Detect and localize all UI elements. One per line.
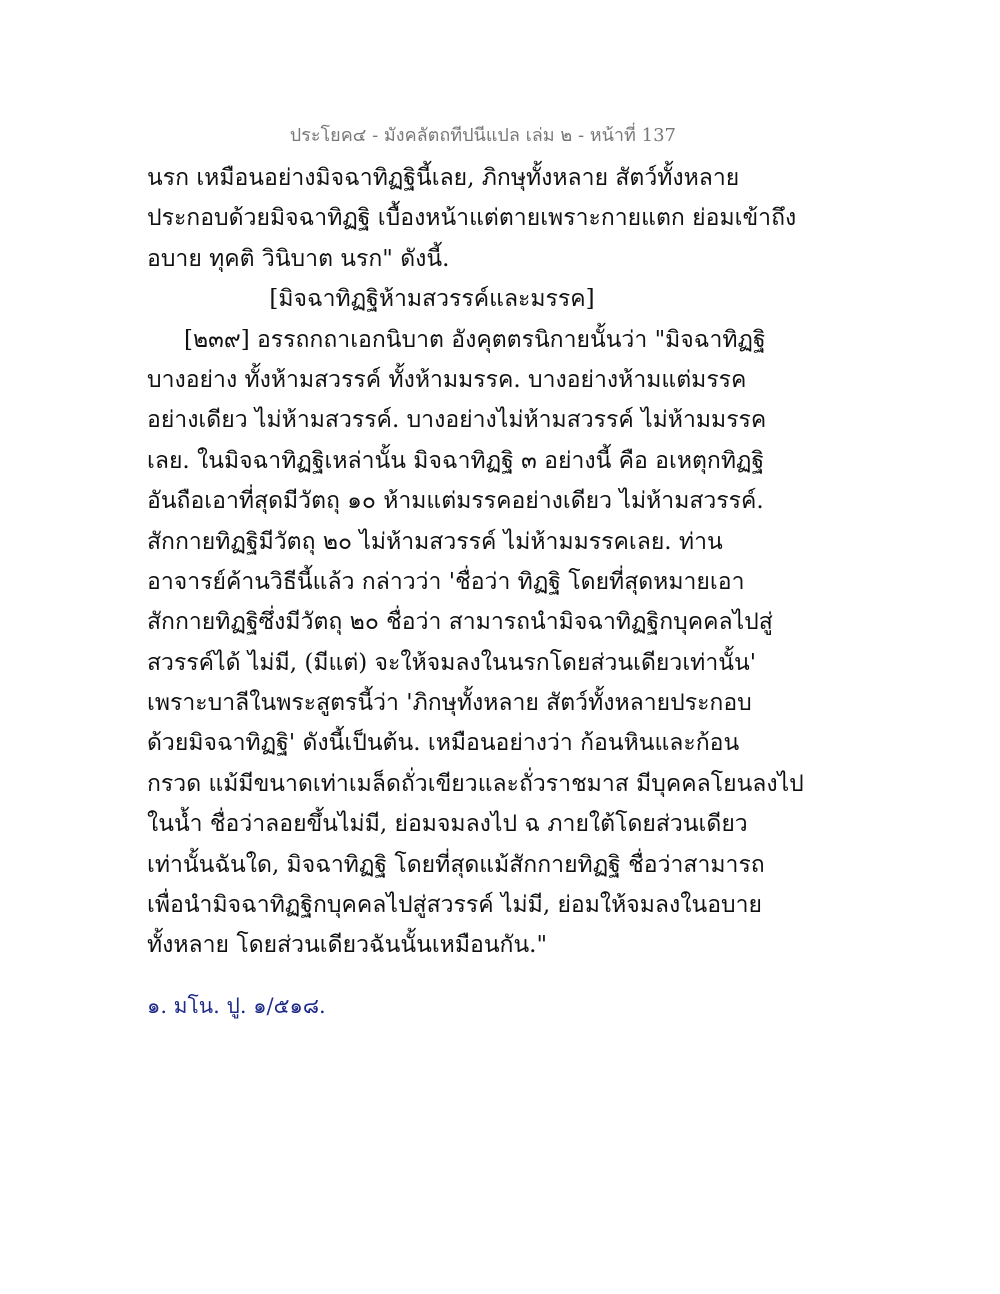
text-line: บางอย่าง ทั้งห้ามสวรรค์ ทั้งห้ามมรรค. บางอย่างห้ามแต่มรรค [147, 366, 747, 393]
text-line: อบาย ทุคติ วินิบาต นรก" ดังนี้. [147, 245, 450, 272]
text-line: ทั้งหลาย โดยส่วนเดียวฉันนั้นเหมือนกัน." [147, 932, 548, 959]
text-line: เท่านั้นฉันใด, มิจฉาทิฏฐิ โดยที่สุดแม้สักกายทิฏฐิ ชื่อว่าสามารถ [147, 851, 765, 878]
text-line: สักกายทิฏฐิซึ่งมีวัตถุ ๒๐ ชื่อว่า สามารถนำมิจฉาทิฏฐิกบุคคลไปสู่ [147, 609, 773, 636]
text-line: นรก เหมือนอย่างมิจฉาทิฏฐินี้เลย, ภิกษุทั้งหลาย สัตว์ทั้งหลาย [147, 165, 740, 191]
text-line: อันถือเอาที่สุดมีวัตถุ ๑๐ ห้ามแต่มรรคอย่างเดียว ไม่ห้ามสวรรค์. [147, 488, 764, 515]
text-line: อย่างเดียว ไม่ห้ามสวรรค์. บางอย่างไม่ห้ามสวรรค์ ไม่ห้ามมรรค [147, 407, 767, 434]
section-heading: [มิจฉาทิฏฐิห้ามสวรรค์และมรรค] [269, 286, 595, 313]
page-header: ประโยค๔ - มังคลัตถทีปนีแปล เล่ม ๒ - หน้าที่ 137 [289, 125, 676, 146]
text-line: สักกายทิฏฐิมีวัตถุ ๒๐ ไม่ห้ามสวรรค์ ไม่ห้ามมรรคเลย. ท่าน [147, 528, 723, 555]
body-text [147, 158, 804, 966]
paragraph-start-line: [๒๓๙] อรรถกถาเอกนิบาต อังคุตตรนิกายนั้นว่า "มิจฉาทิฏฐิ [184, 326, 766, 353]
text-line: อาจารย์ค้านวิธีนี้แล้ว กล่าวว่า 'ชื่อว่า ทิฏฐิ โดยที่สุดหมายเอา [147, 568, 745, 595]
text-line: ประกอบด้วยมิจฉาทิฏฐิ เบื้องหน้าแต่ตายเพราะกายแตก ย่อมเข้าถึง [147, 205, 797, 232]
footnote: ๑. มโน. ปู. ๑/๕๑๘. [147, 994, 326, 1018]
text-line: ด้วยมิจฉาทิฏฐิ' ดังนี้เป็นต้น. เหมือนอย่างว่า ก้อนหินและก้อน [147, 730, 740, 757]
text-line: กรวด แม้มีขนาดเท่าเมล็ดถั่วเขียวและถั่วราชมาส มีบุคคลโยนลงไป [147, 770, 804, 797]
text-line: เพราะบาลีในพระสูตรนี้ว่า 'ภิกษุทั้งหลาย สัตว์ทั้งหลายประกอบ [147, 690, 752, 717]
text-line: เลย. ในมิจฉาทิฏฐิเหล่านั้น มิจฉาทิฏฐิ ๓ อย่างนี้ คือ อเหตุกทิฏฐิ [147, 447, 765, 474]
text-line: สวรรค์ได้ ไม่มี, (มีแต่) จะให้จมลงในนรกโดยส่วนเดียวเท่านั้น' [147, 649, 757, 676]
text-line: เพื่อนำมิจฉาทิฏฐิกบุคคลไปสู่สวรรค์ ไม่มี, ย่อมให้จมลงในอบาย [147, 892, 763, 919]
text-line: ในน้ำ ชื่อว่าลอยขึ้นไม่มี, ย่อมจมลงไป ฉ ภายใต้โดยส่วนเดียว [147, 811, 748, 838]
